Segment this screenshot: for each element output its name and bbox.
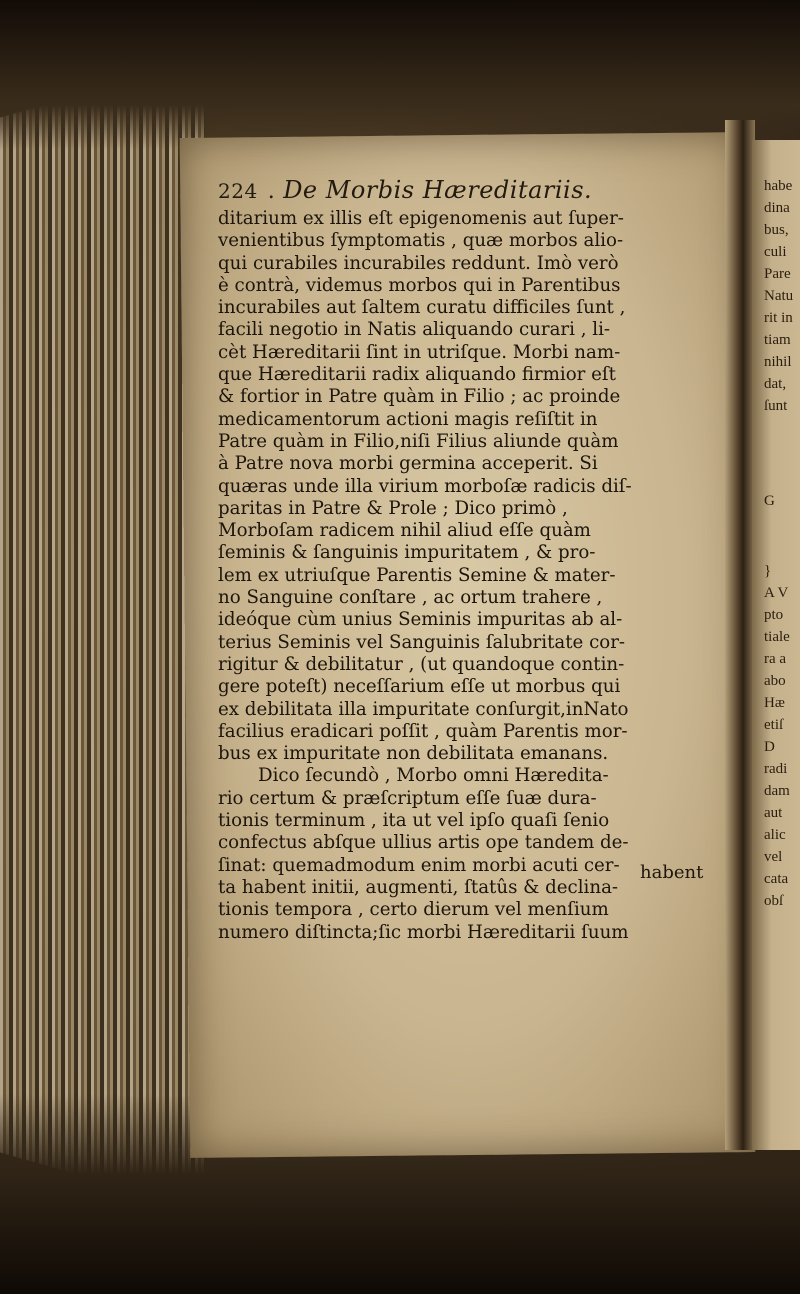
facing-page-fragment-line: obſ (764, 893, 784, 909)
text-line: à Patre nova morbi germina acceperit. Si (218, 453, 598, 475)
text-line: è contrà, videmus morbos qui in Parentibus (218, 274, 621, 296)
facing-page-fragment-line: etiſ (764, 717, 784, 733)
book-page-edges (0, 60, 205, 1210)
text-line: ſinat: quemadmodum enim morbi acuti cer- (218, 854, 620, 876)
text-line: confectus abſque ullius artis ope tandem de- (218, 832, 629, 854)
facing-page-fragment-line: alic (764, 827, 786, 843)
facing-page-fragment-line: abo (764, 673, 786, 689)
facing-page-fragment-line: pto (764, 607, 784, 623)
facing-page-fragment-line: bus, (764, 222, 789, 238)
text-line: que Hæreditarii radix aliquando firmior eſt (218, 364, 616, 386)
facing-page-fragment-line: rit in (764, 310, 793, 326)
facing-page-fragment-line: G (764, 493, 775, 509)
text-line: facilius eradicari poſſit , quàm Parentis mor- (218, 720, 628, 742)
running-title: De Morbis Hæreditariis. (283, 176, 593, 204)
facing-page-fragment-line: radi (764, 761, 788, 777)
text-line: rio certum & præſcriptum eſſe ſuæ dura- (218, 787, 597, 809)
facing-page-fragment-line: tiale (764, 629, 790, 645)
page-header (218, 176, 718, 204)
facing-page-fragment-line: nihil (764, 354, 792, 370)
facing-page-fragment-line: ſunt (764, 398, 788, 414)
facing-page-fragment-line: dat, (764, 376, 787, 392)
facing-page-fragment-line: dina (764, 200, 790, 216)
text-line: Morboſam radicem nihil aliud eſſe quàm (218, 520, 591, 542)
facing-page-fragment (752, 140, 800, 1150)
facing-page-fragment-line: A V (764, 585, 789, 601)
header-separator: . (267, 179, 276, 204)
facing-page-fragment-line: dam (764, 783, 790, 799)
text-line: & fortior in Patre quàm in Filio ; ac proinde (218, 386, 621, 408)
text-line: incurabiles aut ſaltem curatu difficiles ſunt , (218, 297, 626, 319)
text-line: facili negotio in Natis aliquando curari , li- (218, 319, 611, 341)
text-line: tionis terminum , ita ut vel ipſo quaſi ſenio (218, 810, 610, 832)
text-line: qui curabiles incurabiles reddunt. Imò verò (218, 252, 619, 274)
text-line: ditarium ex illis eſt epigenomenis aut ſuper- (218, 208, 624, 229)
book-gutter (725, 120, 755, 1150)
page-number: 224 (218, 179, 258, 203)
text-line: gere poteſt) neceſſarium eſſe ut morbus qui (218, 676, 621, 698)
text-line: medicamentorum actioni magis reſiſtit in (218, 408, 598, 430)
facing-page-fragment-line: Hæ (764, 695, 785, 711)
text-line: no Sanguine conſtare , ac ortum trahere , (218, 587, 603, 609)
facing-page-fragment-line: D (764, 739, 775, 755)
text-line: ſeminis & ſanguinis impuritatem , & pro- (218, 542, 596, 564)
facing-page-lines-bottom (752, 560, 800, 912)
facing-page-fragment-line: Pare (764, 266, 791, 282)
text-line: ideóque cùm unius Seminis impuritas ab al- (218, 609, 623, 631)
facing-page-fragment-line: tiam (764, 332, 791, 348)
facing-page-lines-mid (752, 490, 800, 512)
text-line: lem ex utriuſque Parentis Semine & mater- (218, 564, 616, 586)
text-line: Patre quàm in Filio,niſi Filius aliunde quàm (218, 430, 619, 452)
catchword: habent (640, 862, 704, 883)
body-text (218, 208, 723, 944)
text-line: ta habent initii, augmenti, ſtatûs & declina- (218, 876, 619, 898)
text-line: rigitur & debilitatur , (ut quandoque contin- (218, 653, 625, 675)
top-shadow (0, 0, 800, 150)
text-line: cèt Hæreditarii ſint in utriſque. Morbi nam- (218, 341, 621, 363)
text-line: numero diſtincta;ſic morbi Hæreditarii ſuum (218, 921, 629, 943)
text-line: bus ex impuritate non debilitata emanans. (218, 743, 609, 765)
facing-page-lines-top (752, 175, 800, 417)
text-line: quæras unde illa virium morboſæ radicis diſ- (218, 475, 632, 497)
facing-page-fragment-line: ra a (764, 651, 787, 667)
facing-page-fragment-line: aut (764, 805, 783, 821)
facing-page-fragment-line: vel (764, 849, 783, 865)
text-line: venientibus ſymptomatis , quæ morbos alio- (218, 230, 624, 252)
facing-page-fragment-line: Natu (764, 288, 794, 304)
text-line: terius Seminis vel Sanguinis ſalubritate cor- (218, 631, 626, 653)
facing-page-fragment-line: cata (764, 871, 789, 887)
text-line: Dico ſecundò , Morbo omni Hæredita- (258, 765, 609, 787)
text-line: tionis tempora , certo dierum vel menſium (218, 899, 609, 921)
facing-page-fragment-line: habe (764, 178, 793, 194)
facing-page-fragment-line: } (764, 563, 772, 579)
text-line: paritas in Patre & Prole ; Dico primò , (218, 497, 568, 519)
text-line: ex debilitata illa impuritate conſurgit,inNato (218, 698, 629, 720)
facing-page-fragment-line: culi (764, 244, 787, 260)
